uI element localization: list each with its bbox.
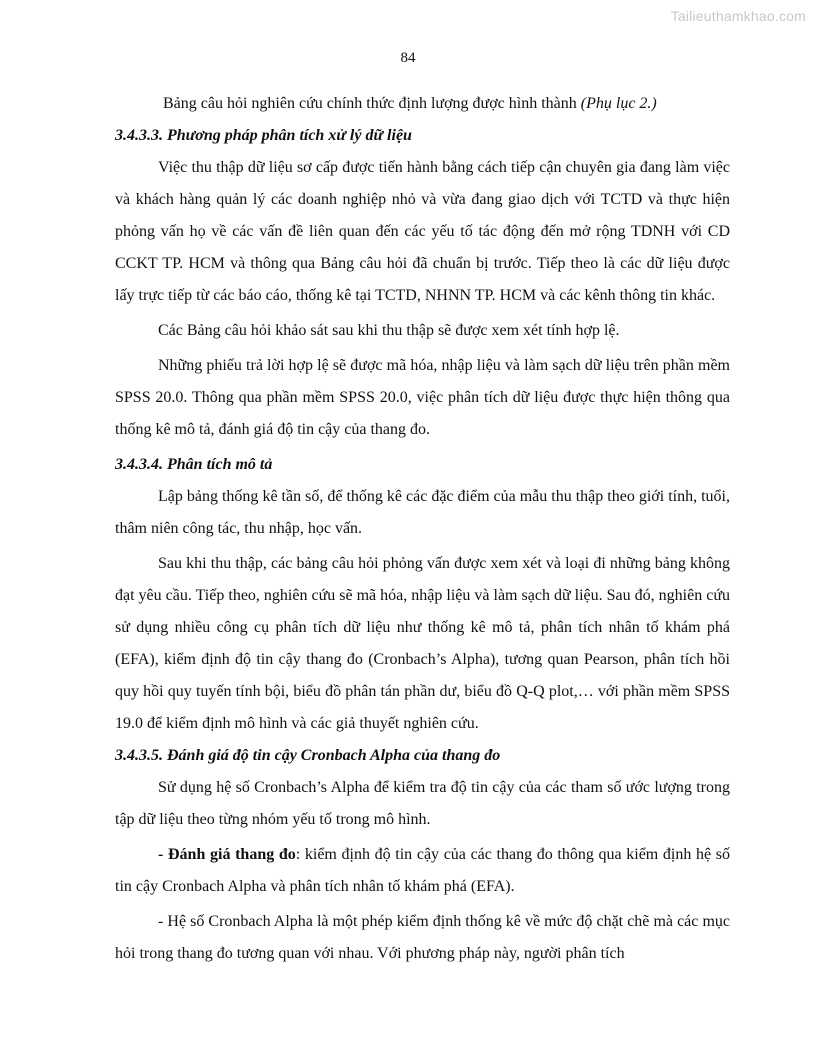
section-heading-3-4-3-3: 3.4.3.3. Phương pháp phân tích xử lý dữ liệu (115, 127, 412, 144)
intro-text: Bảng câu hỏi nghiên cứu chính thức định lượng được hình thành (163, 95, 577, 112)
body-paragraph: Lập bảng thống kê tần số, để thống kê các đặc điểm của mẫu thu thập theo giới tính, tuổi, thâm niên công tác, thu nhập, học vấn. (115, 488, 730, 537)
body-paragraph: - Hệ số Cronbach Alpha là một phép kiểm định thống kê về mức độ chặt chẽ mà các mục hỏi trong thang đo tương quan với nhau. Với phương pháp này, người phân tích (115, 913, 730, 962)
body-paragraph: Những phiếu trả lời hợp lệ sẽ được mã hóa, nhập liệu và làm sạch dữ liệu trên phần mềm SPSS 20.0. Thông qua phần mềm SPSS 20.0, việc phân tích dữ liệu được thực hiện thông qua thống kê mô tả, đánh giá độ tin cậy của thang đo. (115, 357, 730, 438)
appendix-reference: (Phụ lục 2.) (580, 95, 657, 112)
intro-paragraph (115, 88, 730, 120)
body-paragraph: Sau khi thu thập, các bảng câu hỏi phỏng vấn được xem xét và loại đi những bảng không đạt yêu cầu. Tiếp theo, nghiên cứu sẽ mã hóa, nhập liệu và làm sạch dữ liệu. Sau đó, nghiên cứu sử dụng nhiều công cụ phân tích dữ liệu như thống kê mô tả, phân tích nhân tố khám phá (EFA), kiểm định độ tin cậy thang đo (Cronbach’s Alpha), tương quan Pearson, phân tích hồi quy hồi quy tuyến tính bội, biểu đồ phân tán phần dư, biểu đồ Q-Q plot,… với phần mềm SPSS 19.0 để kiểm định mô hình và các giả thuyết nghiên cứu. (115, 555, 730, 732)
scale-evaluation-paragraph (115, 839, 730, 903)
body-paragraph: Sử dụng hệ số Cronbach’s Alpha để kiểm tra độ tin cậy của các tham số ước lượng trong tập dữ liệu theo từng nhóm yếu tố trong mô hình. (115, 779, 730, 828)
page-number: 84 (400, 50, 416, 66)
section-heading-3-4-3-5: 3.4.3.5. Đánh giá độ tin cậy Cronbach Alpha của thang đo (115, 747, 501, 764)
section-heading-3-4-3-4: 3.4.3.4. Phân tích mô tả (115, 456, 273, 473)
body-paragraph: Việc thu thập dữ liệu sơ cấp được tiến hành bằng cách tiếp cận chuyên gia đang làm việc và khách hàng quản lý các doanh nghiệp nhỏ và vừa đang giao dịch với TCTD và thực hiện phỏng vấn họ về các vấn đề liên quan đến các yếu tố tác động đến mở rộng TDNH với CD CCKT TP. HCM và thông qua Bảng câu hỏi đã chuẩn bị trước. Tiếp theo là các dữ liệu được lấy trực tiếp từ các báo cáo, thống kê tại TCTD, NHNN TP. HCM và các kênh thông tin khác. (115, 159, 730, 304)
bold-lead-text: - Đánh giá thang đo (158, 846, 296, 863)
bold-paragraph-rest: : kiểm định độ tin cậy của các thang đo thông qua kiểm định hệ số tin cậy Cronbach Alpha và phân tích nhân tố khám phá (EFA). (115, 846, 730, 895)
body-paragraph: Các Bảng câu hỏi khảo sát sau khi thu thập sẽ được xem xét tính hợp lệ. (158, 322, 620, 339)
watermark-text: Tailieuthamkhao.com (670, 8, 806, 24)
document-body (115, 88, 730, 970)
